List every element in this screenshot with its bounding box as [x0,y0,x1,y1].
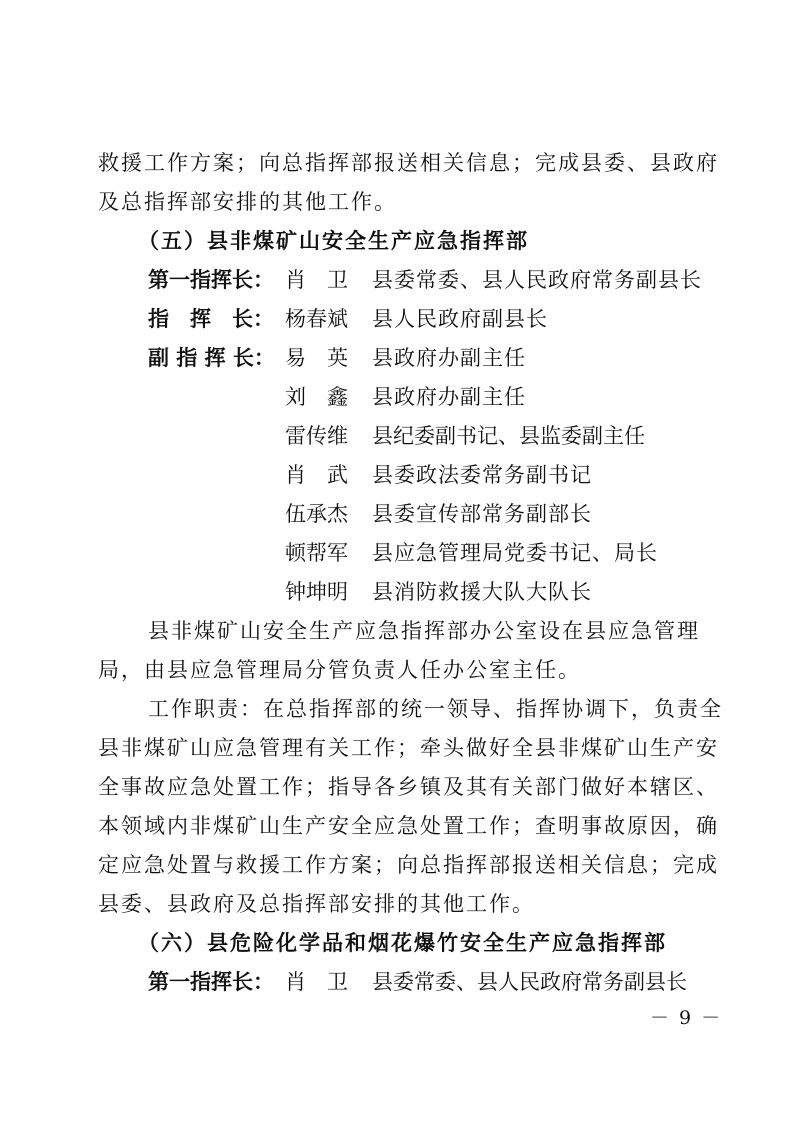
roster-position: 县委常委、县人民政府常务副县长 [372,970,687,994]
paragraph-line: 全事故应急处置工作；指导各乡镇及其有关部门做好本辖区、 [98,775,719,799]
roster-name: 雷传维 [285,424,348,448]
page-number: － 9 － [650,1007,723,1029]
roster-name: 伍承杰 [285,502,348,526]
paragraph-line: 救援工作方案；向总指挥部报送相关信息；完成县委、县政府 [98,151,719,175]
roster-label: 副 指 挥 长： [148,345,275,370]
roster-label: 指 挥 长： [148,306,274,331]
section-heading: （六）县危险化学品和烟花爆竹安全生产应急指挥部 [138,930,667,955]
roster-name: 易 英 [285,346,348,370]
paragraph-line: 及总指挥部安排的其他工作。 [98,190,397,214]
paragraph-line: 工作职责：在总指挥部的统一领导、指挥协调下，负责全 [148,697,723,721]
roster-position: 县纪委副书记、县监委副主任 [372,424,645,448]
roster-position: 县政府办副主任 [372,346,526,370]
roster-label: 第一指挥长： [148,267,274,292]
section-heading: （五）县非煤矿山安全生产应急指挥部 [138,228,529,253]
roster-position: 县委常委、县人民政府常务副县长 [372,268,702,292]
paragraph-line: 县非煤矿山安全生产应急指挥部办公室设在县应急管理 [148,619,700,643]
roster-position: 县政府办副主任 [372,385,526,409]
paragraph-line: 本领域内非煤矿山生产安全应急处置工作；查明事故原因，确 [98,814,719,838]
paragraph-line: 局，由县应急管理局分管负责人任办公室主任。 [98,658,581,682]
roster-label: 第一指挥长： [148,969,274,994]
roster-name: 杨春斌 [285,307,348,331]
roster-name: 顿帮军 [285,541,348,565]
paragraph-line: 县委、县政府及总指挥部安排的其他工作。 [98,892,535,916]
roster-position: 县应急管理局党委书记、局长 [372,541,658,565]
roster-position: 县人民政府副县长 [372,307,548,331]
roster-position: 县委政法委常务副书记 [372,463,592,487]
roster-position: 县委宣传部常务副部长 [372,502,592,526]
roster-name: 肖 武 [285,463,348,487]
roster-name: 钟坤明 [285,580,348,604]
paragraph-line: 定应急处置与救援工作方案；向总指挥部报送相关信息；完成 [98,853,719,877]
roster-name: 肖 卫 [285,970,348,994]
roster-position: 县消防救援大队大队长 [372,580,592,604]
paragraph-line: 县非煤矿山应急管理有关工作；牵头做好全县非煤矿山生产安 [98,736,719,760]
roster-name: 肖 卫 [285,268,348,292]
roster-name: 刘 鑫 [285,385,348,409]
